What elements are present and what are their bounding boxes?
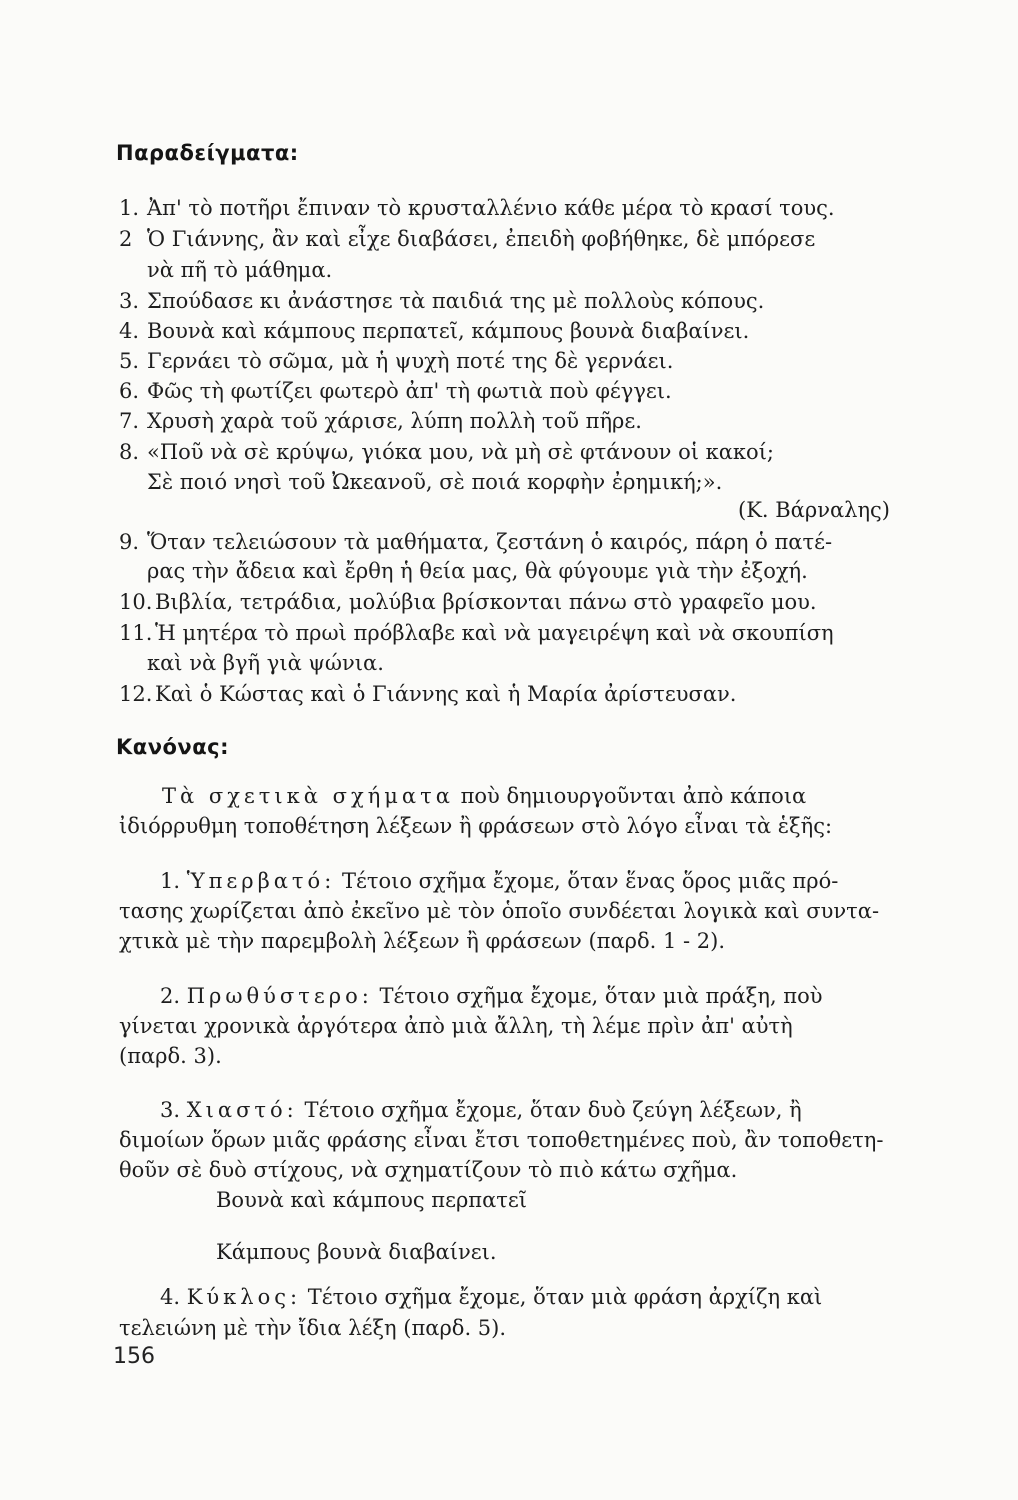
example-4-line-1: 4. Βουνὰ καὶ κάμπους περπατεῖ, κάμπους βουνὰ διαβαίνει. (119, 319, 750, 343)
example-8-line-2: Σὲ ποιό νησὶ τοῦ Ὠκεανοῦ, σὲ ποιά κορφὴν ἐρημική;». (147, 470, 723, 494)
examples-heading: Παραδείγματα: (116, 141, 299, 165)
rule-4-line-1: 4. Κύκλος: Τέτοιο σχῆμα ἔχομε, ὅταν μιὰ φράση ἀρχίζη καὶ (160, 1285, 823, 1309)
rule-intro-line-1: Τὰ σχετικὰ σχήματα ποὺ δημιουργοῦνται ἀπὸ κάποια (162, 784, 807, 808)
rule-1-line-2: τασης χωρίζεται ἀπὸ ἐκεῖνο μὲ τὸν ὁποῖο συνδέεται λογικὰ καὶ συντα- (119, 899, 880, 923)
example-9-line-1: 9. Ὅταν τελειώσουν τὰ μαθήματα, ζεστάνη ὁ καιρός, πάρη ὁ πατέ- (119, 530, 833, 554)
rule-1-line-1: 1. Ὑπερβατό: Τέτοιο σχῆμα ἔχομε, ὅταν ἕνας ὅρος μιᾶς πρό- (160, 869, 839, 893)
example-6-line-1: 6. Φῶς τὴ φωτίζει φωτερὸ ἀπ' τὴ φωτιὰ ποὺ φέγγει. (119, 379, 672, 403)
rule-heading: Κανόνας: (116, 735, 230, 759)
page-number: 156 (113, 1344, 155, 1369)
example-12-line-1: 12. Καὶ ὁ Κώστας καὶ ὁ Γιάννης καὶ ἡ Μαρία ἀρίστευσαν. (119, 682, 737, 706)
example-11-line-1: 11. Ἡ μητέρα τὸ πρωὶ πρόβλαβε καὶ νὰ μαγειρέψη καὶ νὰ σκουπίση (119, 621, 834, 645)
rule-3-line-2: διμοίων ὅρων μιᾶς φράσης εἶναι ἔτσι τοποθετημένες ποὺ, ἂν τοποθετη- (119, 1128, 884, 1152)
example-9-line-2: ρας τὴν ἄδεια καὶ ἔρθη ἡ θεία μας, θὰ φύγουμε γιὰ τὴν ἐξοχή. (147, 559, 808, 583)
example-10-line-1: 10. Βιβλία, τετράδια, μολύβια βρίσκονται πάνω στὸ γραφεῖο μου. (119, 590, 817, 614)
example-8-line-1: 8. «Ποῦ νὰ σὲ κρύψω, γιόκα μου, νὰ μὴ σὲ φτάνουν οἱ κακοί; (119, 440, 775, 464)
example-11-line-2: καὶ νὰ βγῆ γιὰ ψώνια. (147, 651, 384, 675)
rule-2-line-3: (παρδ. 3). (119, 1044, 222, 1068)
example-5-line-1: 5. Γερνάει τὸ σῶμα, μὰ ἡ ψυχὴ ποτέ της δὲ γερνάει. (119, 349, 674, 373)
rule-3-verse-1: Βουνὰ καὶ κάμπους περπατεῖ (216, 1188, 528, 1212)
rule-3-line-3: θοῦν σὲ δυὸ στίχους, νὰ σχηματίζουν τὸ πιὸ κάτω σχῆμα. (119, 1158, 738, 1182)
example-2-line-1: 2 Ὁ Γιάννης, ἂν καὶ εἶχε διαβάσει, ἐπειδὴ φοβήθηκε, δὲ μπόρεσε (119, 227, 816, 251)
rule-4-line-2: τελειώνη μὲ τὴν ἴδια λέξη (παρδ. 5). (119, 1316, 507, 1340)
example-7-line-1: 7. Χρυσὴ χαρὰ τοῦ χάρισε, λύπη πολλὴ τοῦ πῆρε. (119, 409, 642, 433)
rule-1-line-3: χτικὰ μὲ τὴν παρεμβολὴ λέξεων ἢ φράσεων (παρδ. 1 - 2). (119, 929, 726, 953)
rule-2-line-2: γίνεται χρονικὰ ἀργότερα ἀπὸ μιὰ ἄλλη, τὴ λέμε πρὶν ἀπ' αὐτὴ (119, 1014, 793, 1038)
example-1-line-1: 1. Ἀπ' τὸ ποτῆρι ἔπιναν τὸ κρυσταλλένιο κάθε μέρα τὸ κρασί τους. (119, 196, 835, 220)
rule-3-verse-2: Κάμπους βουνὰ διαβαίνει. (216, 1240, 497, 1264)
example-3-line-1: 3. Σπούδασε κι ἀνάστησε τὰ παιδιά της μὲ πολλοὺς κόπους. (119, 289, 765, 313)
rule-intro-line-2: ἰδιόρρυθμη τοποθέτηση λέξεων ἢ φράσεων στὸ λόγο εἶναι τὰ ἑξῆς: (119, 814, 833, 838)
example-2-line-2: νὰ πῆ τὸ μάθημα. (147, 258, 333, 282)
rule-3-line-1: 3. Χιαστό: Τέτοιο σχῆμα ἔχομε, ὅταν δυὸ ζεύγη λέξεων, ἢ (160, 1098, 802, 1122)
rule-2-line-1: 2. Πρωθύστερο: Τέτοιο σχῆμα ἔχομε, ὅταν μιὰ πράξη, ποὺ (160, 984, 823, 1008)
example-8-attribution: (Κ. Βάρναλης) (738, 498, 890, 522)
